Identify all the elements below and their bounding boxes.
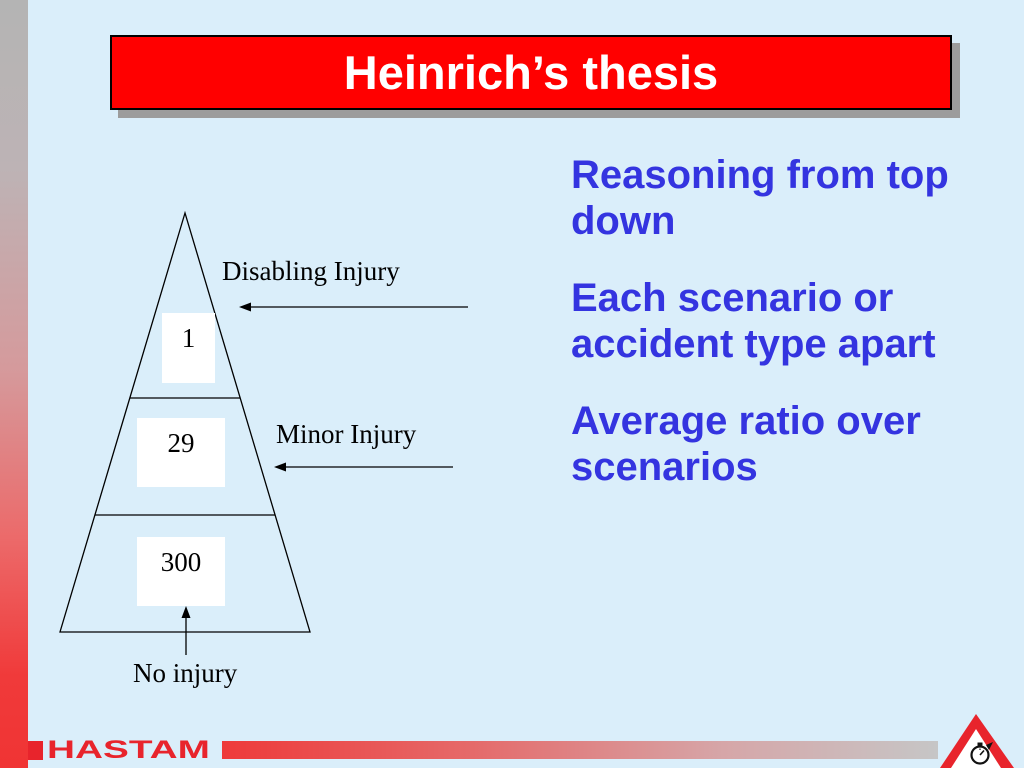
hastam-logo-block — [28, 741, 43, 760]
no-injury-arrowhead — [182, 606, 191, 618]
pyramid-box-top — [162, 313, 215, 383]
pyramid-box-middle — [137, 418, 225, 487]
pyramid-box-bottom — [137, 537, 225, 606]
pyramid-count-bottom: 300 — [160, 547, 202, 577]
label-no-injury: No injury — [133, 658, 238, 688]
statement-item: Reasoning from top down — [571, 153, 949, 243]
disabling-injury-arrow — [239, 303, 468, 312]
minor-injury-arrowhead — [274, 463, 286, 472]
label-disabling-injury: Disabling Injury — [222, 256, 400, 286]
warning-triangle-icon — [936, 710, 1024, 768]
statement-item: Average ratio over scenarios — [571, 399, 921, 489]
footer-gradient-bar — [222, 741, 938, 759]
hastam-logo: HASTAM — [47, 736, 210, 764]
slide-title: Heinrich’s thesis — [343, 45, 719, 99]
statement-item: Each scenario or accident type apart — [571, 276, 936, 366]
label-minor-injury: Minor Injury — [276, 419, 417, 449]
disabling-injury-arrowhead — [239, 303, 251, 312]
no-injury-arrow — [182, 606, 191, 655]
footer — [0, 700, 1024, 768]
stopwatch-crown — [978, 743, 983, 746]
minor-injury-arrow — [274, 463, 453, 472]
left-accent-bar — [0, 0, 28, 768]
title-box — [110, 35, 952, 110]
statement-list — [571, 152, 991, 521]
pyramid-count-top: 1 — [181, 323, 196, 353]
pyramid-count-middle: 29 — [167, 428, 195, 458]
